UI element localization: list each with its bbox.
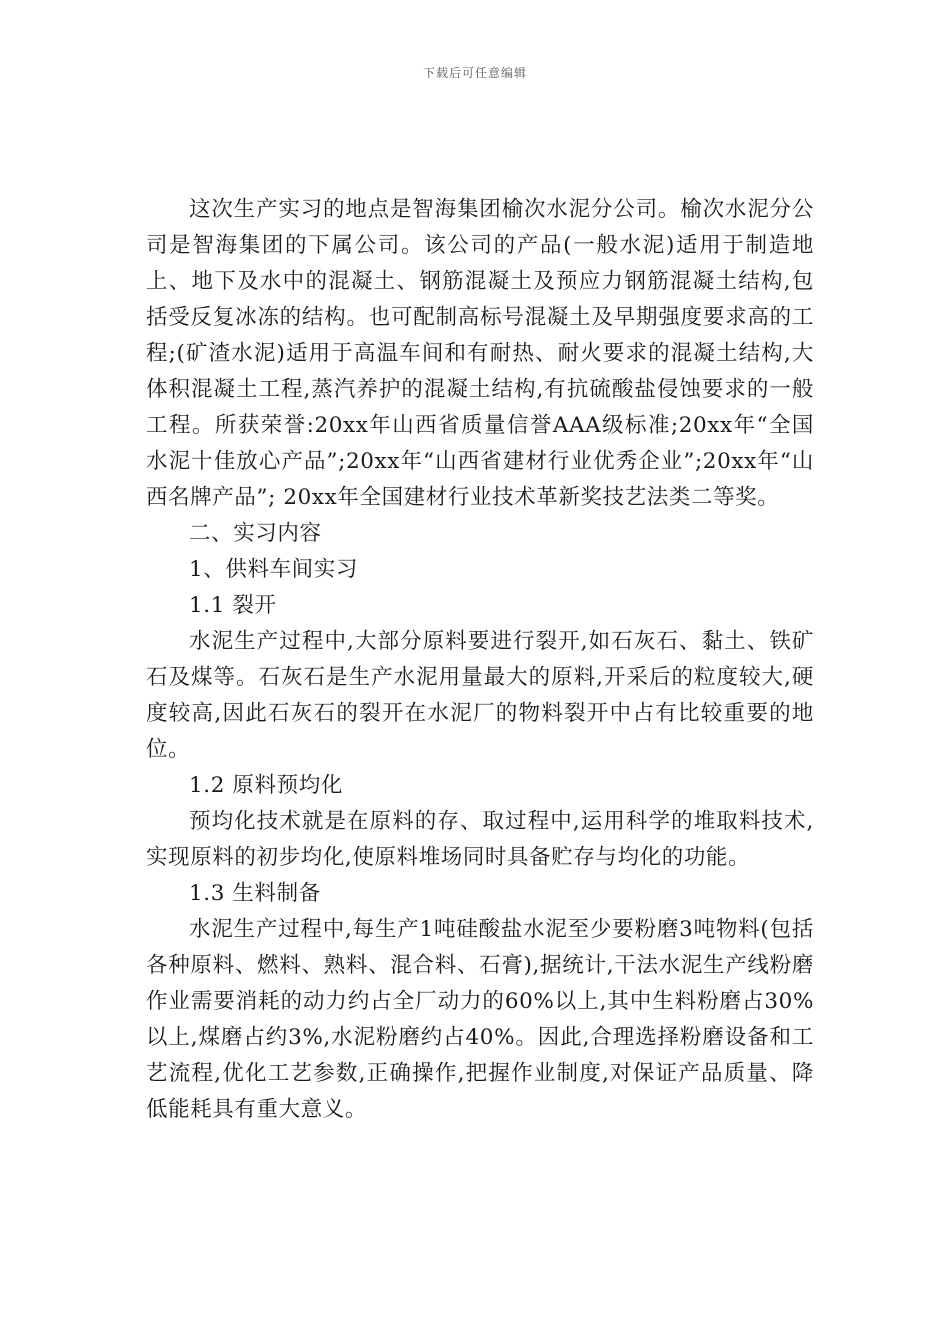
paragraph-company-intro: 这次生产实习的地点是智海集团榆次水泥分公司。榆次水泥分公司是智海集团的下属公司。该公司的产品(一般水泥)适用于制造地上、地下及水中的混凝土、钢筋混凝土及预应力钢筋混凝土结构,包括受反复冰冻的结构。也可配制高标号混凝土及早期强度要求高的工程;(矿渣水泥)适用于高温车间和有耐热、耐火要求的混凝土结构,大体积混凝土工程,蒸汽养护的混凝土结构,有抗硫酸盐侵蚀要求的一般工程。所获荣誉:20xx年山西省质量信誉AAA级标准;20xx年“全国水泥十佳放心产品”;20xx年“山西省建材行业优秀企业”;20xx年“山西名牌产品”; 20xx年全国建材行业技术革新奖技艺法类二等奖。 [146,197,814,510]
paragraph-prehomogenization: 预均化技术就是在原料的存、取过程中,运用科学的堆取料技术,实现原料的初步均化,使原料堆场同时具备贮存与均化的功能。 [146,809,814,870]
subsection-heading-supply-workshop: 1、供料车间实习 [189,557,358,582]
paragraph-crushing: 水泥生产过程中,大部分原料要进行裂开,如石灰石、黏土、铁矿石及煤等。石灰石是生产水泥用量最大的原料,开采后的粒度较大,硬度较高,因此石灰石的裂开在水泥厂的物料裂开中占有比较重要的地位。 [146,629,814,762]
subsection-heading-crushing: 1.1 裂开 [189,593,277,618]
subsection-heading-raw-meal: 1.3 生料制备 [189,881,321,906]
subsection-heading-prehomogenization: 1.2 原料预均化 [189,773,343,798]
document-body [146,192,814,1128]
paragraph-raw-meal: 水泥生产过程中,每生产1吨硅酸盐水泥至少要粉磨3吨物料(包括各种原料、燃料、熟料、混合料、石膏),据统计,干法水泥生产线粉磨作业需要消耗的动力约占全厂动力的60%以上,其中生料粉磨占30%以上,煤磨占约3%,水泥粉磨约占40%。因此,合理选择粉磨设备和工艺流程,优化工艺参数,正确操作,把握作业制度,对保证产品质量、降低能耗具有重大意义。 [146,917,814,1122]
section-heading-internship-content: 二、实习内容 [189,521,322,546]
page-header-note: 下载后可任意编辑 [422,66,527,80]
